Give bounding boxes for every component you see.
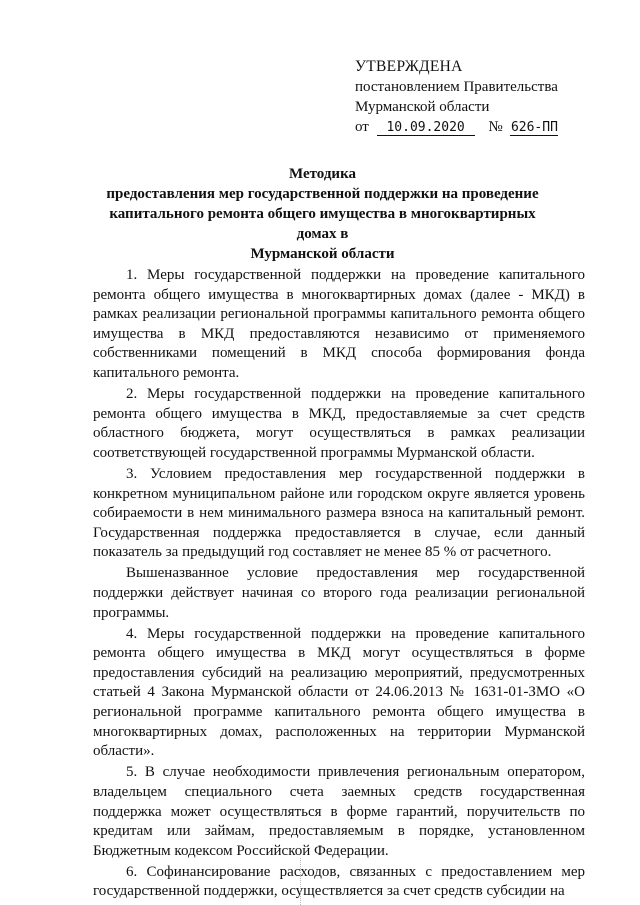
title-line-1: Методика [288,166,356,182]
paragraph-5: 5. В случае необходимости привлечения региональным оператором, владельцем специального счета заемных средств государственная поддержка может осуществляться в форме гарантий, поручительств по кредитам или займам, предоставляемым в порядке, установленном Бюджетным кодексом Российской Федерации. [93,764,585,859]
document-title [95,164,550,264]
scan-artifact [300,858,305,905]
title-line-2: предоставления мер государственной поддержки на проведение [106,186,539,202]
approval-date-line [355,117,615,137]
paragraph-3: 3. Условием предоставления мер государственной поддержки в конкретном муниципальном районе или городском округе является уровень собираемости в нем минимального размера взноса на капитальный ремонт. Государственная поддержка предоставляется в случае, если данный показатель за предыдущий год составляет не менее 85 % от расчетного. [93,465,585,561]
approval-stamp [355,57,615,137]
approval-date: 10.09.2020 [377,120,475,136]
document-body [93,266,585,904]
paragraph-4: 4. Меры государственной поддержки на проведение капитального ремонта общего имущества в МКД могут осуществляться в форме предоставления субсидий на реализацию мероприятий, предусмотренных статьей 4 Закона Мурманской области от 24.06.2013 № 1631-01-ЗМО «О региональной программе капитального ремонта общего имущества в многоквартирных домах, расположенных на территории Мурманской области». [93,625,585,760]
title-line-3: капитального ремонта общего имущества в многоквартирных домах в [109,206,536,242]
approval-line-1: постановлением Правительства [355,79,558,95]
date-prefix: от [355,119,369,135]
paragraph-3-note: Вышеназванное условие предоставления мер государственной поддержки действует начиная со второго года реализации региональной программы. [93,565,585,621]
paragraph-2: 2. Меры государственной поддержки на проведение капитального ремонта общего имущества в МКД, предоставляемые за счет средств областного бюджета, могут осуществляться в рамках реализации соответствующей государственной программы Мурманской области. [93,386,585,461]
paragraph-6: 6. Софинансирование расходов, связанных с предоставлением мер государственной поддержки, осуществляется за счет средств субсидии на [93,863,585,900]
paragraph-1: 1. Меры государственной поддержки на проведение капитального ремонта общего имущества в многоквартирных домах (далее - МКД) в рамках реализации региональной программы капитального ремонта общего имущества в МКД предоставляются независимо от применяемого собственниками помещений в МКД способа формирования фонда капитального ремонта. [93,267,585,381]
title-line-4: Мурманской области [250,246,395,262]
approval-number: 626-ПП [510,120,558,135]
approval-heading: УТВЕРЖДЕНА [355,58,463,75]
approval-line-2: Мурманской области [355,99,490,115]
number-prefix: № [488,119,503,135]
